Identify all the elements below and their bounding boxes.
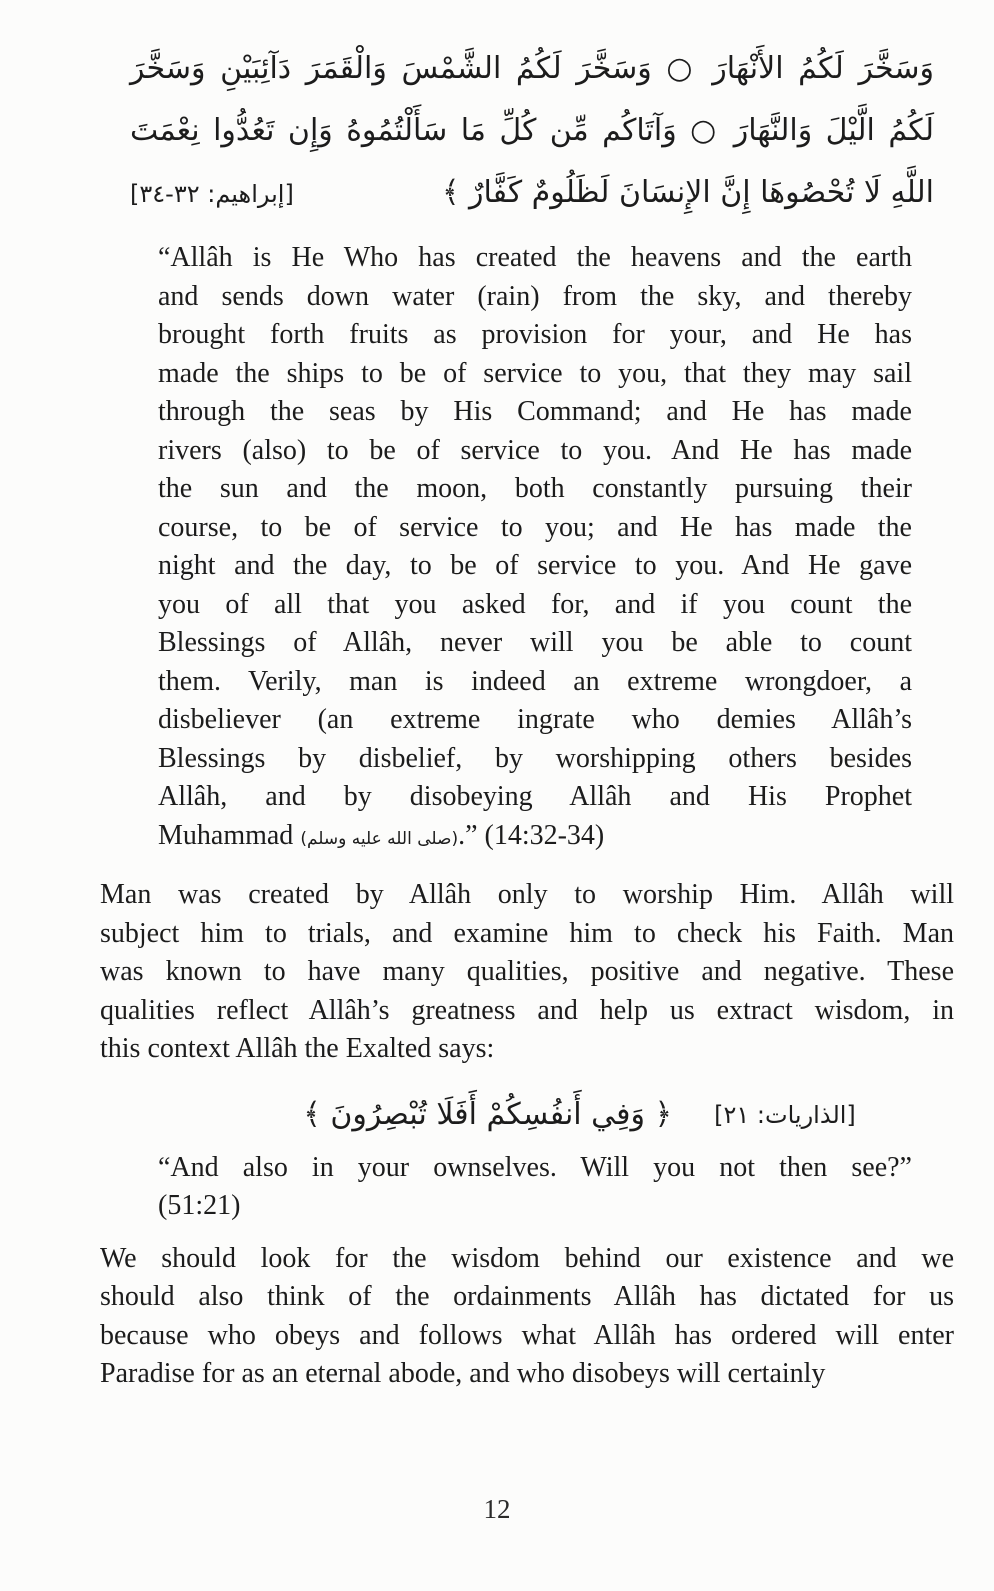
- verse-reference-text: .” (14:32-34): [458, 819, 605, 851]
- text-line: وَسَخَّرَ لَكُمُ الأَنْهَارَ ○ وَسَخَّرَ لَكُمُ الشَّمْسَ وَالْقَمَرَ دَآئِبَيْنِ وَسَخَّرَ: [130, 51, 934, 86]
- verse-citation-dhariyat: [الذاريات: ٢١]: [714, 1100, 856, 1129]
- text-line: subject him to trials, and examine him to check his Faith. Man: [100, 917, 954, 949]
- text-line: you of all that you asked for, and if you count the: [158, 588, 912, 620]
- text-line: should also think of the ordainments Allâh has dictated for us: [100, 1281, 954, 1312]
- text-line: qualities reflect Allâh’s greatness and help us extract wisdom, in: [100, 994, 954, 1026]
- text-line: Blessings of Allâh, never will you be able to count: [158, 627, 912, 658]
- text-line: was known to have many qualities, positive and negative. These: [100, 956, 954, 987]
- arabic-verse-last-line: اللَّهِ لَا تُحْصُوهَا إِنَّ الإِنسَانَ لَظَلُومٌ كَفَّارٌ ﴾: [441, 175, 934, 210]
- arabic-verse-last-row: [130, 162, 934, 225]
- arabic-verse-lines: [130, 38, 934, 162]
- page-number: 12: [483, 1494, 511, 1524]
- text-line: disbeliever (an extreme ingrate who demies Allâh’s: [158, 704, 912, 735]
- text-line: night and the day, to be of service to you. And He gave: [158, 550, 912, 581]
- text-line: We should look for the wisdom behind our existence and we: [100, 1242, 954, 1274]
- text-line: the sun and the moon, both constantly pursuing their: [158, 473, 912, 504]
- verse-citation-ibrahim: [إبراهيم: ٣٢-٣٤]: [130, 180, 294, 208]
- translation-last-line: [158, 817, 912, 859]
- salutation-arabic: (صلى الله عليه وسلم): [300, 828, 459, 849]
- text-line: “Allâh is He Who has created the heavens and the earth: [158, 242, 912, 273]
- text-line: and sends down water (rain) from the sky, and thereby: [158, 280, 912, 312]
- muhammad-text: Muhammad: [158, 819, 301, 851]
- verse-translation-2: [158, 1149, 912, 1226]
- text-line: course, to be of service to you; and He has made the: [158, 511, 912, 543]
- text-line: because who obeys and follows what Allâh has ordered will enter: [100, 1319, 954, 1351]
- text-line: “And also in your ownselves. Will you not then see?”: [158, 1151, 912, 1183]
- paragraph-1-lines: [100, 876, 954, 1030]
- text-line: made the ships to be of service to you, that they may sail: [158, 357, 912, 389]
- text-line: brought forth fruits as provision for your, and He has: [158, 319, 912, 350]
- body-paragraph-1: [100, 876, 954, 1069]
- text-line: rivers (also) to be of service to you. And He has made: [158, 434, 912, 466]
- translation-lines: [158, 239, 912, 817]
- paragraph-2-last-line: Paradise for as an eternal abode, and who disobeys will certainly: [100, 1358, 826, 1389]
- inline-ayah-arabic: ﴿ وَفِي أَنفُسِكُمْ أَفَلَا تُبْصِرُونَ ﴾: [303, 1096, 673, 1132]
- paragraph-2-lines: [100, 1240, 954, 1356]
- quran-verse-arabic-block: [130, 38, 934, 225]
- translation-2-reference: (51:21): [158, 1190, 241, 1221]
- inline-arabic-verse-row: [165, 1083, 994, 1147]
- body-paragraph-2: [100, 1240, 954, 1394]
- text-line: Blessings by disbelief, by worshipping others besides: [158, 742, 912, 774]
- quran-translation-quote: [158, 239, 912, 858]
- text-line: them. Verily, man is indeed an extreme wrongdoer, a: [158, 665, 912, 697]
- text-line: through the seas by His Command; and He has made: [158, 396, 912, 427]
- text-line: Man was created by Allâh only to worship Him. Allâh will: [100, 879, 954, 910]
- text-line: Allâh, and by disobeying Allâh and His Prophet: [158, 781, 912, 812]
- paragraph-1-last-line: this context Allâh the Exalted says:: [100, 1033, 495, 1064]
- translation-2-lines: [158, 1149, 912, 1188]
- text-line: لَكُمُ الَّيْلَ وَالنَّهَارَ ○ وَآتَاكُم مِّن كُلِّ مَا سَأَلْتُمُوهُ وَإِن تَعُدُّوا نِعْمَتَ: [130, 113, 934, 148]
